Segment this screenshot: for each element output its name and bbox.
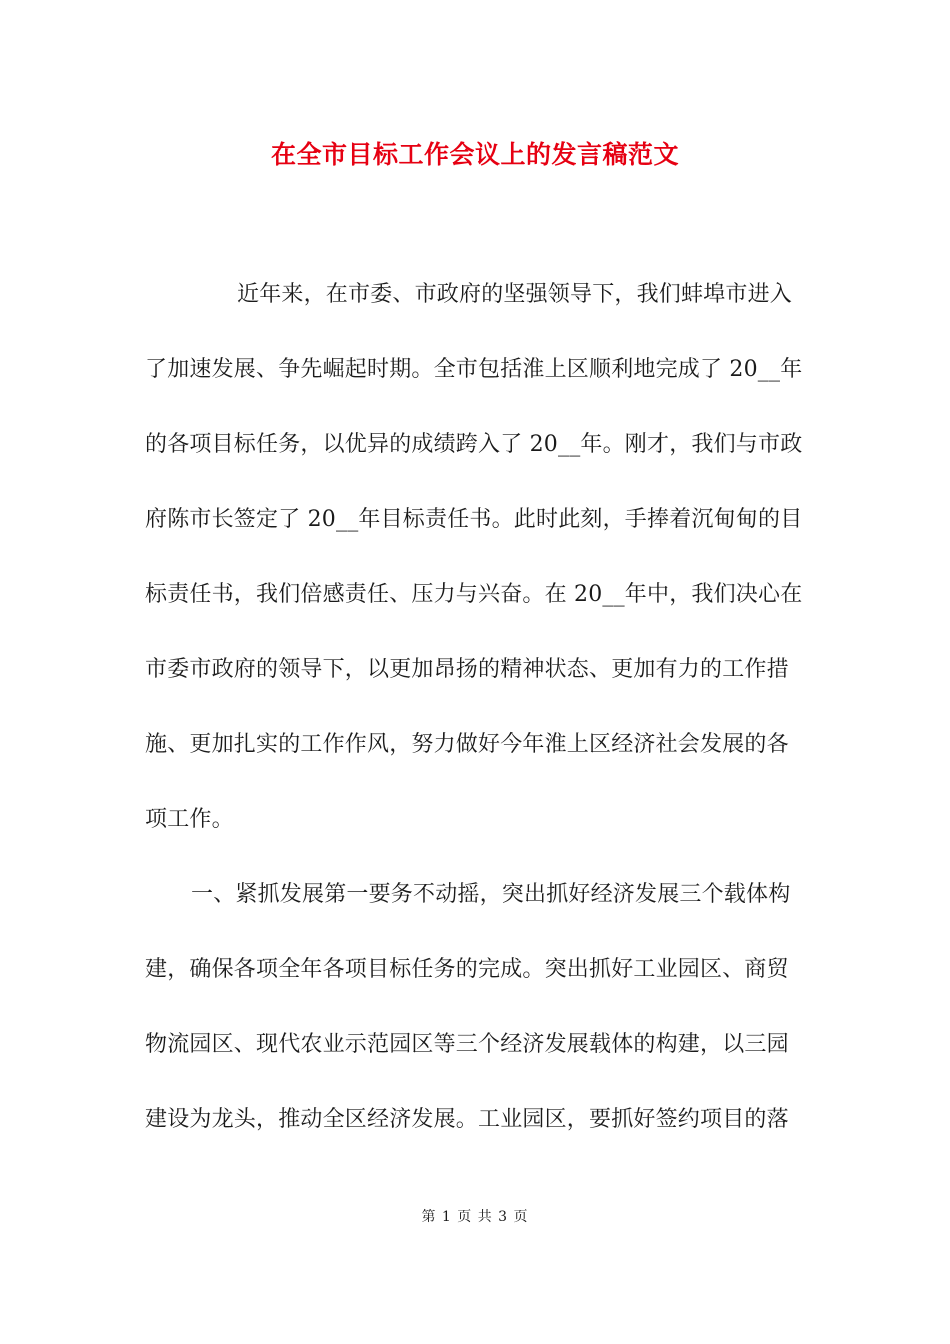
document-title: 在全市目标工作会议上的发言稿范文 (270, 140, 679, 169)
paragraph-2-line-4: 建设为龙头，推动全区经济发展。工业园区，要抓好签约项目的落 (145, 1107, 789, 1132)
paragraph-1-line-6: 市委市政府的领导下，以更加昂扬的精神状态、更加有力的工作措 (145, 657, 789, 682)
paragraph-2-line-3: 物流园区、现代农业示范园区等三个经济发展载体的构建，以三园 (145, 1032, 789, 1057)
paragraph-2-line-1: 一、紧抓发展第一要务不动摇，突出抓好经济发展三个载体构 (191, 882, 791, 907)
paragraph-1-line-7: 施、更加扎实的工作作风，努力做好今年淮上区经济社会发展的各 (145, 732, 789, 757)
paragraph-1-line-2: 了加速发展、争先崛起时期。全市包括淮上区顺利地完成了 20__年 (145, 357, 803, 382)
paragraph-1-line-5: 标责任书，我们倍感责任、压力与兴奋。在 20__年中，我们决心在 (145, 582, 803, 607)
paragraph-1-line-4: 府陈市长签定了 20__年目标责任书。此时此刻，手捧着沉甸甸的目 (145, 507, 803, 532)
paragraph-1-line-1: 近年来，在市委、市政府的坚强领导下，我们蚌埠市进入 (237, 282, 793, 307)
paragraph-1-line-8: 项工作。 (145, 807, 234, 832)
paragraph-2-line-2: 建，确保各项全年各项目标任务的完成。突出抓好工业园区、商贸 (145, 957, 789, 982)
paragraph-1-line-3: 的各项目标任务，以优异的成绩跨入了 20__年。刚才，我们与市政 (145, 432, 803, 457)
page-number-footer: 第 1 页 共 3 页 (421, 1209, 529, 1225)
document-body (145, 275, 810, 1175)
